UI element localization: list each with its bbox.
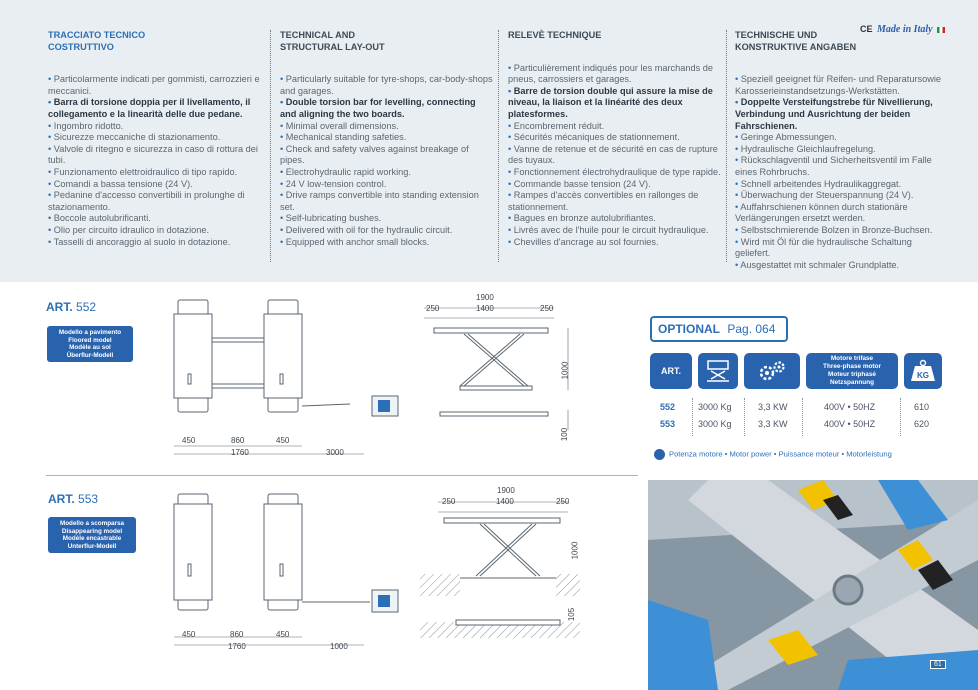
spec-divider: [744, 398, 745, 436]
feature-item: • Ausgestattet mit schmaler Grundplatte.: [735, 259, 900, 270]
spec-divider: [900, 398, 901, 436]
feature-item: • Minimal overall dimensions.: [280, 120, 399, 131]
feature-item: • Self-lubricating bushes.: [280, 213, 382, 224]
column-divider: [270, 30, 271, 262]
dim-label: 250: [426, 304, 440, 313]
motor-line: Three-phase motor: [823, 363, 881, 371]
spec-art-552: 552: [660, 402, 676, 412]
spec-weight: 610: [914, 402, 930, 412]
column-divider: [726, 30, 727, 262]
feature-item: • Auffahrschienen können durch stationäre Verlängerungen ersetzt werden.: [735, 201, 908, 224]
made-in-italy-mark: [860, 24, 945, 35]
dim-label: 250: [556, 497, 570, 506]
dim-label: 1900: [497, 486, 515, 495]
feature-item: • Sicurezze meccaniche di stazionamento.: [48, 132, 221, 143]
lift-photo: [648, 480, 978, 690]
feature-list: [48, 74, 266, 248]
art-553-title: [48, 492, 98, 506]
spec-header-motor: [806, 353, 898, 389]
art-553-model-badge: [48, 517, 136, 553]
badge-line: Überflur-Modell: [66, 351, 114, 359]
feature-item: • Double torsion bar for levelling, connecting and aligning the two boards.: [280, 97, 476, 119]
column-french: [508, 30, 722, 248]
spec-voltage: 400V • 50HZ: [824, 419, 876, 429]
feature-item: • Fonctionnement électrohydraulique de type rapide.: [508, 166, 721, 177]
feature-item: • 24 V low-tension control.: [280, 178, 387, 189]
dim-label: 450: [276, 630, 290, 639]
optional-page: Pag. 064: [727, 322, 776, 336]
spec-weight: 620: [914, 419, 930, 429]
badge-line: Modello a pavimento: [58, 329, 122, 336]
art-552-side-drawing: [420, 300, 570, 440]
feature-item: • Sécurités mécaniques de stationnement.: [508, 132, 680, 143]
motor-line: Motore trifase: [830, 355, 874, 363]
art-552-plan-drawing: [170, 296, 410, 462]
spec-voltage: 400V • 50HZ: [824, 402, 876, 412]
art-553-plan-drawing: [170, 490, 410, 656]
feature-item: • Particolarmente indicati per gommisti, carrozzieri e meccanici.: [48, 74, 260, 96]
feature-item: • Speziell geeignet für Reifen- und Reparatursowie Karosserieinstandsetzungs-Werkstätten.: [735, 74, 941, 96]
feature-item: • Boccole autolubrificanti.: [48, 213, 151, 224]
dim-label: 860: [231, 436, 245, 445]
feature-item: • Überwachung der Steuerspannung (24 V).: [735, 190, 914, 201]
dim-label: 1400: [476, 304, 494, 313]
capacity-lift-icon: [698, 353, 738, 389]
feature-item: • Rampes d'accès convertibles en rallonges de stationnement.: [508, 190, 699, 212]
column-title: TECHNICAL AND STRUCTURAL LAY-OUT: [280, 30, 385, 52]
spec-power: 3,3 KW: [758, 419, 788, 429]
feature-item: • Mechanical standing safeties.: [280, 132, 407, 143]
feature-item: • Vanne de retenue et de sécurité en cas de rupture des tuyaux.: [508, 143, 718, 166]
italy-flag-icon: [937, 27, 945, 33]
spec-art-553: 553: [660, 419, 676, 429]
feature-list: [508, 63, 722, 249]
art-number: 553: [78, 492, 99, 506]
ce-mark: CE: [860, 24, 873, 34]
optional-label: OPTIONAL: [658, 322, 720, 336]
motor-power-icon: [654, 449, 665, 460]
feature-item: • Chevilles d'ancrage au sol fournies.: [508, 236, 659, 247]
feature-item: • Tasselli di ancoraggio al suolo in dotazione.: [48, 236, 231, 247]
spec-capacity: 3000 Kg: [698, 402, 732, 412]
column-title: TECHNISCHE UND KONSTRUKTIVE ANGABEN: [735, 30, 857, 52]
optional-page-link[interactable]: [650, 316, 788, 342]
feature-item: • Barra di torsione doppia per il livellamento, il collegamento e la linearità delle due pedane.: [48, 97, 251, 119]
column-italian: [48, 30, 266, 248]
feature-item: • Encombrement réduit.: [508, 120, 605, 131]
dim-label: 1000: [560, 361, 570, 380]
section-divider: [46, 475, 638, 476]
kg-label: KG: [917, 371, 929, 380]
feature-item: • Commande basse tension (24 V).: [508, 178, 651, 189]
badge-line: Modèle au sol: [69, 344, 111, 352]
badge-line: Floored model: [68, 336, 112, 344]
motor-line: Netzspannung: [829, 378, 875, 386]
feature-item: • Check and safety valves against breakage of pipes.: [280, 143, 469, 166]
dim-label: 250: [540, 304, 554, 313]
feature-item: • Hydraulische Gleichlaufregelung.: [735, 143, 876, 154]
spec-divider: [802, 398, 803, 436]
dim-label: 1000: [570, 541, 580, 560]
spec-header-art: [650, 353, 692, 389]
feature-item: • Comandi a bassa tensione (24 V).: [48, 178, 193, 189]
badge-line: Modello a scomparsa: [59, 520, 125, 527]
spec-power: 3,3 KW: [758, 402, 788, 412]
dim-label: 450: [276, 436, 290, 445]
feature-item: • Pedanine d'accesso convertibili in prolunghe di stazionamento.: [48, 190, 245, 212]
feature-item: • Livrés avec de l'huile pour le circuit hydraulique.: [508, 224, 709, 235]
motor-line: Moteur triphasé: [828, 371, 876, 378]
dim-label: 100: [560, 427, 570, 442]
feature-item: • Wird mit Öl für die hydraulische Schaltung geliefert.: [735, 236, 912, 259]
spec-divider: [692, 398, 693, 436]
made-in-italy-text: Made in Italy: [877, 24, 933, 35]
weight-icon: [909, 359, 937, 383]
dim-label: 1900: [476, 293, 494, 302]
badge-line: Unterflur-Modell: [67, 542, 117, 550]
dim-label: 1000: [330, 642, 348, 651]
motor-power-legend: [654, 449, 892, 460]
feature-item: • Drive ramps convertible into standing extension set.: [280, 190, 479, 212]
dim-label: 250: [442, 497, 456, 506]
spec-capacity: 3000 Kg: [698, 419, 732, 429]
dim-label: 860: [230, 630, 244, 639]
art-label: ART.: [46, 300, 73, 314]
feature-item: • Selbstschmierende Bolzen in Bronze-Buchsen.: [735, 224, 933, 235]
feature-item: • Rückschlagventil und Sicherheitsventil im Falle eines Rohrbruchs.: [735, 155, 932, 177]
feature-list: [735, 74, 949, 271]
dim-label: 105: [567, 607, 577, 622]
art-number: 552: [76, 300, 97, 314]
column-german: [735, 30, 949, 271]
spec-art-label: ART.: [661, 366, 681, 376]
feature-list: [280, 74, 494, 248]
lift-icon: [705, 359, 731, 383]
feature-item: • Particulièrement indiqués pour les marchands de pneus, carrossiers et garages.: [508, 62, 713, 85]
motor-power-gears-icon: [744, 353, 800, 389]
dim-label: 1400: [496, 497, 514, 506]
dim-label: 3000: [326, 448, 344, 457]
page-number: 61: [930, 660, 946, 669]
weight-kg-icon: [904, 353, 942, 389]
badge-line: Disappearing model: [61, 527, 123, 535]
feature-item: • Geringe Abmessungen.: [735, 132, 837, 143]
feature-item: • Valvole di ritegno e sicurezza in caso di rottura dei tubi.: [48, 143, 258, 166]
feature-item: • Equipped with anchor small blocks.: [280, 236, 430, 247]
gears-icon: [756, 358, 788, 384]
column-title: TRACCIATO TECNICO COSTRUTTIVO: [48, 30, 146, 52]
column-english: [280, 30, 494, 248]
feature-item: • Bagues en bronze autolubrifiantes.: [508, 213, 656, 224]
dim-label: 1760: [228, 642, 246, 651]
dim-label: 450: [182, 436, 196, 445]
art-553-side-drawing: [420, 494, 580, 644]
dim-label: 450: [182, 630, 196, 639]
feature-item: • Schnell arbeitendes Hydraulikaggregat.: [735, 178, 902, 189]
column-divider: [498, 30, 499, 262]
feature-item: • Ingombro ridotto.: [48, 120, 124, 131]
art-552-model-badge: [47, 326, 133, 362]
column-title: RELEVÈ TECHNIQUE: [508, 30, 602, 40]
dim-label: 1760: [231, 448, 249, 457]
feature-item: • Electrohydraulic rapid working.: [280, 166, 411, 177]
feature-item: • Funzionamento elettroidraulico di tipo rapido.: [48, 166, 238, 177]
lift-scissor-image: [648, 480, 978, 690]
art-label: ART.: [48, 492, 75, 506]
feature-item: • Delivered with oil for the hydraulic circuit.: [280, 224, 453, 235]
art-552-title: [46, 300, 96, 314]
feature-item: • Olio per circuito idraulico in dotazione.: [48, 224, 210, 235]
feature-item: • Doppelte Versteifungstrebe für Nivellierung, Verbindung und Ausrichtung der beiden Fahrschienen.: [735, 97, 933, 131]
badge-line: Modèle encastrable: [62, 535, 122, 543]
feature-item: • Particularly suitable for tyre-shops, car-body-shops and garages.: [280, 74, 493, 96]
feature-item: • Barre de torsion double qui assure la mise de niveau, la liaison et la linéarité des deux platesformes.: [508, 85, 713, 119]
legend-text: Potenza motore • Motor power • Puissance moteur • Motorleistung: [669, 449, 892, 459]
